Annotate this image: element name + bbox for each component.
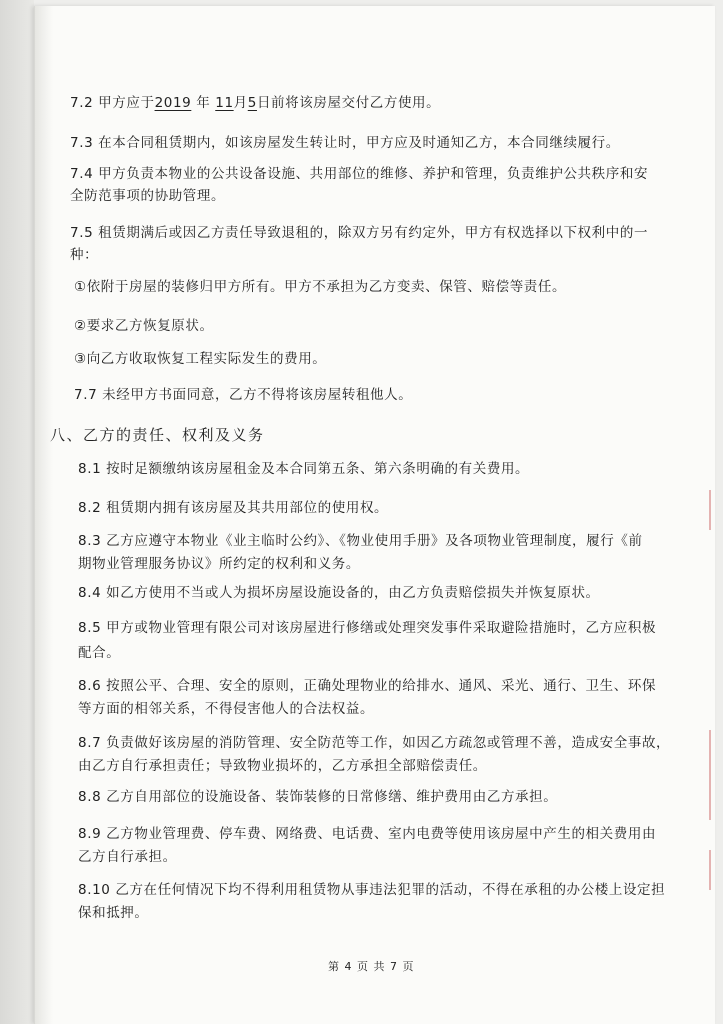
option-1: ①依附于房屋的装修归甲方所有。甲方不承担为乙方变卖、保管、赔偿等责任。 xyxy=(74,279,567,295)
clause-7-2-month: 11 xyxy=(215,95,234,111)
clause-7-2-year: 2019 xyxy=(154,95,192,111)
clause-7-3: 7.3 在本合同租赁期内，如该房屋发生转让时，甲方应及时通知乙方，本合同继续履行。 xyxy=(70,135,620,151)
clause-7-2 xyxy=(70,92,440,114)
seal-mark-middle xyxy=(709,730,721,820)
clause-8-8: 8.8 乙方自用部位的设施设备、装饰装修的日常修缮、维护费用由乙方承担。 xyxy=(78,789,558,805)
clause-7-4-line-1: 7.4 甲方负责本物业的公共设备设施、共用部位的维修、养护和管理，负责维护公共秩序和安 xyxy=(70,166,649,182)
clause-8-7-line-1: 8.7 负责做好该房屋的消防管理、安全防范等工作，如因乙方疏忽或管理不善，造成安全事故， xyxy=(78,735,671,751)
clause-7-2-text-a: 7.2 甲方应于 xyxy=(70,95,155,111)
clause-8-2: 8.2 租赁期内拥有该房屋及其共用部位的使用权。 xyxy=(78,500,389,516)
page-number-footer: 第 4 页 共 7 页 xyxy=(328,960,415,973)
option-3: ③向乙方收取恢复工程实际发生的费用。 xyxy=(74,351,327,367)
clause-8-6-line-2: 等方面的相邻关系，不得侵害他人的合法权益。 xyxy=(78,701,375,717)
seal-mark-bottom xyxy=(709,850,721,890)
clause-8-10-line-2: 保和抵押。 xyxy=(78,905,149,921)
page-fold-shadow xyxy=(35,6,53,1024)
clause-8-5-line-1: 8.5 甲方或物业管理有限公司对该房屋进行修缮或处理突发事件采取避险措施时，乙方应积极 xyxy=(78,620,657,636)
clause-8-5-line-2: 配合。 xyxy=(78,645,121,661)
clause-8-10-line-1: 8.10 乙方在任何情况下均不得利用租赁物从事违法犯罪的活动，不得在承租的办公楼上设定担 xyxy=(78,882,666,898)
clause-7-2-day: 5 xyxy=(247,95,257,111)
seal-mark-top xyxy=(709,490,721,530)
section-8-heading: 八、乙方的责任、权利及义务 xyxy=(50,426,265,444)
clause-7-5-line-1: 7.5 租赁期满后或因乙方责任导致退租的，除双方另有约定外，甲方有权选择以下权利中的一 xyxy=(70,225,649,241)
clause-8-6-line-1: 8.6 按照公平、合理、安全的原则，正确处理物业的给排水、通风、采光、通行、卫生、环保 xyxy=(78,678,657,694)
clause-8-7-line-2: 由乙方自行承担责任；导致物业损坏的，乙方承担全部赔偿责任。 xyxy=(78,758,487,774)
clause-8-3-line-2: 期物业管理服务协议》所约定的权利和义务。 xyxy=(78,556,360,572)
clause-7-2-text-d: 日前将该房屋交付乙方使用。 xyxy=(256,95,441,111)
clause-8-3-line-1: 8.3 乙方应遵守本物业《业主临时公约》、《物业使用手册》及各项物业管理制度，履行《前 xyxy=(78,533,643,549)
clause-7-7: 7.7 未经甲方书面同意，乙方不得将该房屋转租他人。 xyxy=(74,387,413,403)
clause-7-4-line-2: 全防范事项的协助管理。 xyxy=(70,188,226,204)
clause-7-5-line-2: 种： xyxy=(70,247,99,263)
clause-7-2-text-b: 年 xyxy=(196,95,211,111)
clause-8-4: 8.4 如乙方使用不当或人为损坏房屋设施设备的，由乙方负责赔偿损失并恢复原状。 xyxy=(78,585,600,601)
binder-edge xyxy=(0,0,34,1024)
clause-8-9-line-1: 8.9 乙方物业管理费、停车费、网络费、电话费、室内电费等使用该房屋中产生的相关费用由 xyxy=(78,826,657,842)
clause-8-1: 8.1 按时足额缴纳该房屋租金及本合同第五条、第六条明确的有关费用。 xyxy=(78,461,530,477)
option-2: ②要求乙方恢复原状。 xyxy=(74,318,214,334)
clause-7-2-text-c: 月 xyxy=(233,95,248,111)
clause-8-9-line-2: 乙方自行承担。 xyxy=(78,849,177,865)
